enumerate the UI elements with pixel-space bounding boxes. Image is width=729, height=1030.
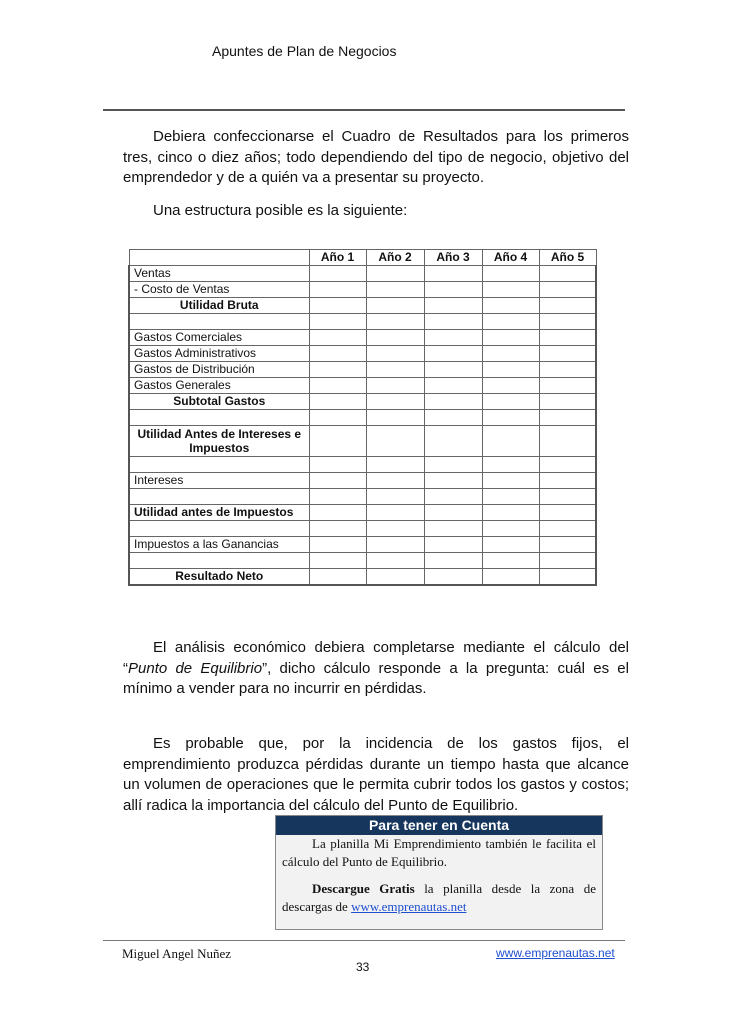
table-header-row [129, 250, 596, 266]
col-year-2: Año 2 [366, 250, 424, 266]
quote-open: “ [123, 659, 128, 677]
table-row [129, 569, 596, 586]
table-row [129, 362, 596, 378]
row-label-utilidad-bruta: Utilidad Bruta [129, 298, 309, 314]
fixed-costs-paragraph [123, 734, 629, 816]
row-label-impuestos-ganancias: Impuestos a las Ganancias [129, 537, 309, 553]
info-box-paragraph-2 [276, 880, 602, 916]
row-label-ventas: Ventas [129, 266, 309, 282]
table-row [129, 378, 596, 394]
footer-author: Miguel Angel Nuñez [122, 946, 232, 961]
row-label-gastos-distribucion: Gastos de Distribución [129, 362, 309, 378]
table-row [129, 521, 596, 537]
equilibrium-rest: ”, dicho cálculo responde a la pregunta: cuál es el mínimo a vender para no incurrir en pérdidas. [123, 659, 629, 697]
info-box-paragraph-1 [276, 835, 602, 871]
table-row [129, 410, 596, 426]
structure-text: Una estructura posible es la siguiente: [153, 202, 408, 219]
row-label-subtotal-gastos: Subtotal Gastos [129, 394, 309, 410]
info-box-text-1: La planilla Mi Emprendimiento también le facilita el cálculo del Punto de Equilibrio. [282, 836, 596, 869]
header-rule [103, 109, 625, 111]
row-label-utilidad-antes-impuestos: Utilidad antes de Impuestos [129, 505, 309, 521]
table-row [129, 553, 596, 569]
col-year-1: Año 1 [309, 250, 366, 266]
table-row [129, 457, 596, 473]
table-row [129, 330, 596, 346]
table-row [129, 282, 596, 298]
equilibrium-lead: El análisis económico debiera completarse mediante el cálculo del [153, 639, 629, 656]
table-row [129, 505, 596, 521]
footer-link[interactable]: www.emprenautas.net [496, 946, 615, 960]
info-box-title: Para tener en Cuenta [276, 816, 602, 835]
results-table [128, 249, 597, 586]
table-row [129, 314, 596, 330]
row-label-gastos-comerciales: Gastos Comerciales [129, 330, 309, 346]
info-box-link[interactable]: www.emprenautas.net [351, 899, 467, 914]
row-label-costo: - Costo de Ventas [129, 282, 309, 298]
table-row [129, 394, 596, 410]
col-year-5: Año 5 [539, 250, 596, 266]
row-label-gastos-administrativos: Gastos Administrativos [129, 346, 309, 362]
table-row [129, 473, 596, 489]
intro-text: Debiera confeccionarse el Cuadro de Resultados para los primeros tres, cinco o diez años; todo dependiendo del tipo de negocio, objetivo del emprendedor y de a quién va a presentar su proyecto. [123, 128, 629, 186]
info-box [275, 815, 603, 930]
row-label-utilidad-antes-intereses: Utilidad Antes de Intereses e Impuestos [129, 426, 309, 457]
table-row [129, 489, 596, 505]
table-header-blank [129, 250, 309, 266]
table-row [129, 537, 596, 553]
download-free-label: Descargue Gratis [312, 881, 415, 896]
page-number: 33 [356, 960, 370, 974]
col-year-4: Año 4 [482, 250, 539, 266]
structure-paragraph [123, 201, 629, 222]
table-row [129, 346, 596, 362]
equilibrium-paragraph [123, 638, 629, 700]
header-title: Apuntes de Plan de Negocios [212, 43, 397, 59]
table-row [129, 298, 596, 314]
row-label-resultado-neto: Resultado Neto [129, 569, 309, 586]
table-row [129, 426, 596, 457]
footer-rule [103, 940, 625, 941]
table-row [129, 266, 596, 282]
row-label-intereses: Intereses [129, 473, 309, 489]
fixed-costs-text: Es probable que, por la incidencia de los gastos fijos, el emprendimiento produzca pérdidas durante un tiempo hasta que alcance un volumen de operaciones que le permita cubrir todos los gastos y costos; allí radica la importancia del cálculo del Punto de Equilibrio. [123, 735, 629, 814]
col-year-3: Año 3 [424, 250, 482, 266]
info-box-text-2: la planilla desde la zona de descargas de [282, 881, 596, 914]
equilibrium-term: Punto de Equilibrio [128, 659, 263, 677]
intro-paragraph [123, 127, 629, 189]
row-label-gastos-generales: Gastos Generales [129, 378, 309, 394]
